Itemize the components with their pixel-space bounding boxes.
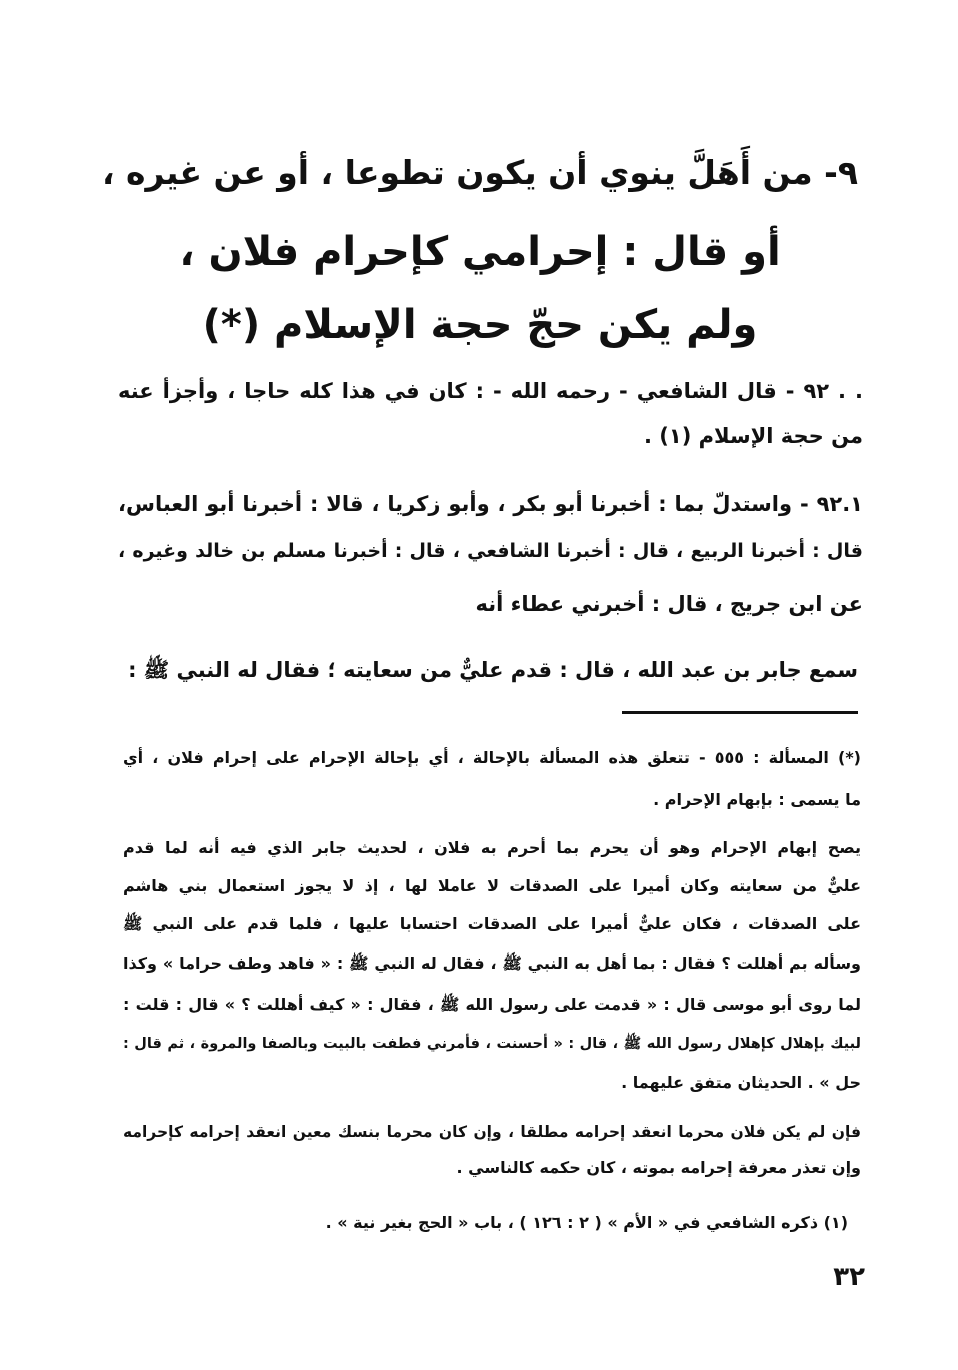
footnote-star-line-2: ما يسمى : بإبهام الإحرام . — [653, 790, 861, 809]
footnote-separator — [622, 711, 858, 714]
commentary-line-7: حل » . الحديثان متفق عليهما . — [621, 1073, 861, 1092]
commentary-line-6: لبيك بإهلال كإهلال رسول الله ﷺ ، قال : « أحسنت ، فأمرني فطفت بالبيت وبالصفا والمروة ، ثم قال : — [123, 1036, 861, 1052]
paragraph-92-line-1: . . ٩٢ - قال الشافعي - رحمه الله - : كان في هذا كله حاجا ، وأجزأ عنه — [118, 379, 863, 403]
footnote-star-line-1: (*) المسألة : ٥٥٥ - تتعلق هذه المسألة بالإحالة ، أي بإحالة الإحرام على إحرام فلان ، أي — [123, 748, 861, 767]
chapter-heading-line-3: ولم يكن حجّ حجة الإسلام (*) — [202, 302, 758, 348]
commentary-line-2: عليٌّ من سعايته وكان أميرا على الصدقات لا عاملا لها ، إذ لا يجوز استعمال بني هاشم — [123, 876, 861, 895]
paragraph-92-1-line-3: عن ابن جريج ، قال : أخبرني عطاء أنه — [475, 592, 863, 616]
paragraph-92-line-2: من حجة الإسلام (١) . — [644, 424, 863, 448]
commentary-2-line-2: وإن تعذر معرفة إحرامه بموته ، كان حكمه كالناسي . — [456, 1158, 861, 1177]
hadith-line: سمع جابر بن عبد الله ، قال : قدم عليٌّ من سعايته ؛ فقال له النبي ﷺ : — [128, 658, 858, 682]
commentary-line-4: وسأله بم أهللت ؟ فقال : بما أهل به النبي ﷺ ، فقال له النبي ﷺ : « فاهد وطف حراما » وكذا — [123, 954, 861, 973]
commentary-2-line-1: فإن لم يكن فلان محرما انعقد إحرامه مطلقا ، وإن كان محرما بنسك معين انعقد إحرامه كإحرامه — [123, 1123, 861, 1141]
paragraph-92-1-line-2: قال : أخبرنا الربيع ، قال : أخبرنا الشافعي ، قال : أخبرنا مسلم بن خالد وغيره ، — [118, 540, 863, 562]
footnote-1: (١) ذكره الشافعي في « الأم » ( ٢ : ١٢٦ ) ، باب « الحج بغير نية » . — [325, 1213, 848, 1232]
chapter-heading-line-1: ٩- من أَهَلَّ ينوي أن يكون تطوعا ، أو عن غيره ، — [101, 153, 859, 192]
commentary-line-1: يصح إبهام الإحرام وهو أن يحرم بما أحرم به فلان ، لحديث جابر الذي فيه أنه لما قدم — [123, 838, 861, 857]
paragraph-92-1-line-1: ٩٢.١ - واستدلّ بما : أخبرنا أبو بكر ، وأبو زكريا ، قالا : أخبرنا أبو العباس، — [118, 492, 863, 516]
commentary-line-5: لما روى أبو موسى قال : « قدمت على رسول الله ﷺ ، فقال : « كيف أهللت ؟ » قال : قلت : — [123, 995, 861, 1014]
page-number: ٣٢ — [833, 1262, 865, 1292]
commentary-line-3: على الصدقات ، فكان عليٌّ أميرا على الصدقات احتسابا عليها ، فلما قدم على النبي ﷺ — [123, 914, 861, 933]
chapter-heading-line-2: أو قال : إحرامي كإحرام فلان ، — [179, 229, 781, 275]
